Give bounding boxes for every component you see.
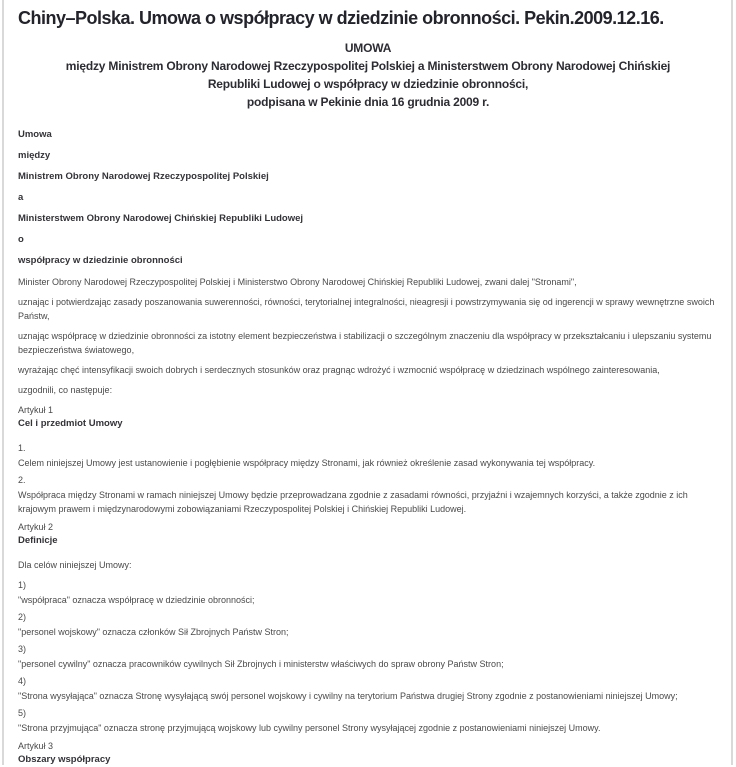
item-text: Celem niniejszej Umowy jest ustanowienie i pogłębienie współpracy między Stronami, jak również określenie zasad wykonywania tej współpracy. xyxy=(18,458,596,468)
agreement-heading-line-1: UMOWA xyxy=(344,41,392,55)
agreement-heading-line-4: podpisana w Pekinie dnia 16 grudnia 2009 r. xyxy=(246,95,490,109)
article-title: Definicje xyxy=(18,535,58,546)
item-marker: 4) xyxy=(18,676,27,686)
item-text: "Strona przyjmująca" oznacza stronę przyjmującą wojskowy lub cywilny personel Strony wysyłającej zgodnie z postanowieniami niniejszej Umowy. xyxy=(18,723,601,733)
preamble-lead-line: Ministrem Obrony Narodowej Rzeczypospolitej Polskiej xyxy=(18,171,269,182)
preamble-lead-line: a xyxy=(18,192,24,203)
preamble-lead-line: współpracy w dziedzinie obronności xyxy=(18,255,183,266)
article-number: Artykuł 3 xyxy=(18,741,54,751)
preamble-paragraph: Minister Obrony Narodowej Rzeczypospolitej Polskiej i Ministerstwo Obrony Narodowej Chińskiej Republiki Ludowej, zwani dalej "Stronami", xyxy=(18,277,577,287)
item-marker: 5) xyxy=(18,708,27,718)
preamble-paragraph: uzgodnili, co następuje: xyxy=(18,385,113,395)
article-intro: Dla celów niniejszej Umowy: xyxy=(18,560,132,570)
agreement-heading xyxy=(18,39,718,111)
article-title: Obszary współpracy xyxy=(18,754,111,765)
agreement-heading-line-2: między Ministrem Obrony Narodowej Rzeczypospolitej Polskiej a Ministerstwem Obrony Narodowej Chińskiej xyxy=(65,59,671,73)
item-marker: 3) xyxy=(18,644,27,654)
article-number: Artykuł 1 xyxy=(18,405,54,415)
document-title: Chiny–Polska. Umowa o współpracy w dziedzinie obronności. Pekin.2009.12.16. xyxy=(18,8,664,28)
article-3 xyxy=(18,739,718,767)
preamble-lead-line: o xyxy=(18,234,24,245)
preamble-lead-line: Ministerstwem Obrony Narodowej Chińskiej Republiki Ludowej xyxy=(18,213,304,224)
preamble-lead-line: między xyxy=(18,150,51,161)
article-2 xyxy=(18,520,718,735)
item-marker: 1) xyxy=(18,580,27,590)
preamble-paragraph: wyrażając chęć intensyfikacji swoich dobrych i serdecznych stosunków oraz pragnąc wdrożyć i wzmocnić współpracę w dziedzinach wspólnego zainteresowania, xyxy=(18,365,660,375)
article-1 xyxy=(18,403,718,516)
preamble-paragraph: uznając współpracę w dziedzinie obronności za istotny element bezpieczeństwa i stabilizacji o szczególnym znaczeniu dla współpracy w przekształcaniu i ulepszaniu systemu bezpieczeństwa światowego, xyxy=(18,331,712,355)
item-marker: 1. xyxy=(18,443,26,453)
item-marker: 2. xyxy=(18,475,26,485)
item-text: "personel wojskowy" oznacza członków Sił Zbrojnych Państw Stron; xyxy=(18,627,289,637)
item-text: "współpraca" oznacza współpracę w dziedzinie obronności; xyxy=(18,595,255,605)
item-text: "personel cywilny" oznacza pracowników cywilnych Sił Zbrojnych i ministerstw właściwych do spraw obrony Państw Stron; xyxy=(18,659,504,669)
item-marker: 2) xyxy=(18,612,27,622)
item-text: Współpraca między Stronami w ramach niniejszej Umowy będzie przeprowadzana zgodnie z zasadami równości, przyjaźni i wzajemnych korzyści, a także zgodnie z ich krajowym prawem i międzynarodowymi zobowiązaniami Rzeczypospolitej Polskiej i Chińskiej Republiki Ludowej. xyxy=(18,490,688,514)
preamble-paragraph: uznając i potwierdzając zasady poszanowania suwerenności, równości, terytorialnej integralności, nieagresji i powstrzymywania się od ingerencji w sprawy wewnętrzne swoich Państw, xyxy=(18,297,715,321)
preamble-lead-line: Umowa xyxy=(18,129,52,140)
item-text: "Strona wysyłająca" oznacza Stronę wysyłającą swój personel wojskowy i cywilny na terytorium Państwa drugiej Strony zgodnie z postanowieniami niniejszej Umowy; xyxy=(18,691,678,701)
article-title: Cel i przedmiot Umowy xyxy=(18,418,123,429)
preamble xyxy=(18,128,718,397)
article-number: Artykuł 2 xyxy=(18,522,54,532)
agreement-heading-line-3: Republiki Ludowej o współpracy w dziedzinie obronności, xyxy=(207,77,529,91)
